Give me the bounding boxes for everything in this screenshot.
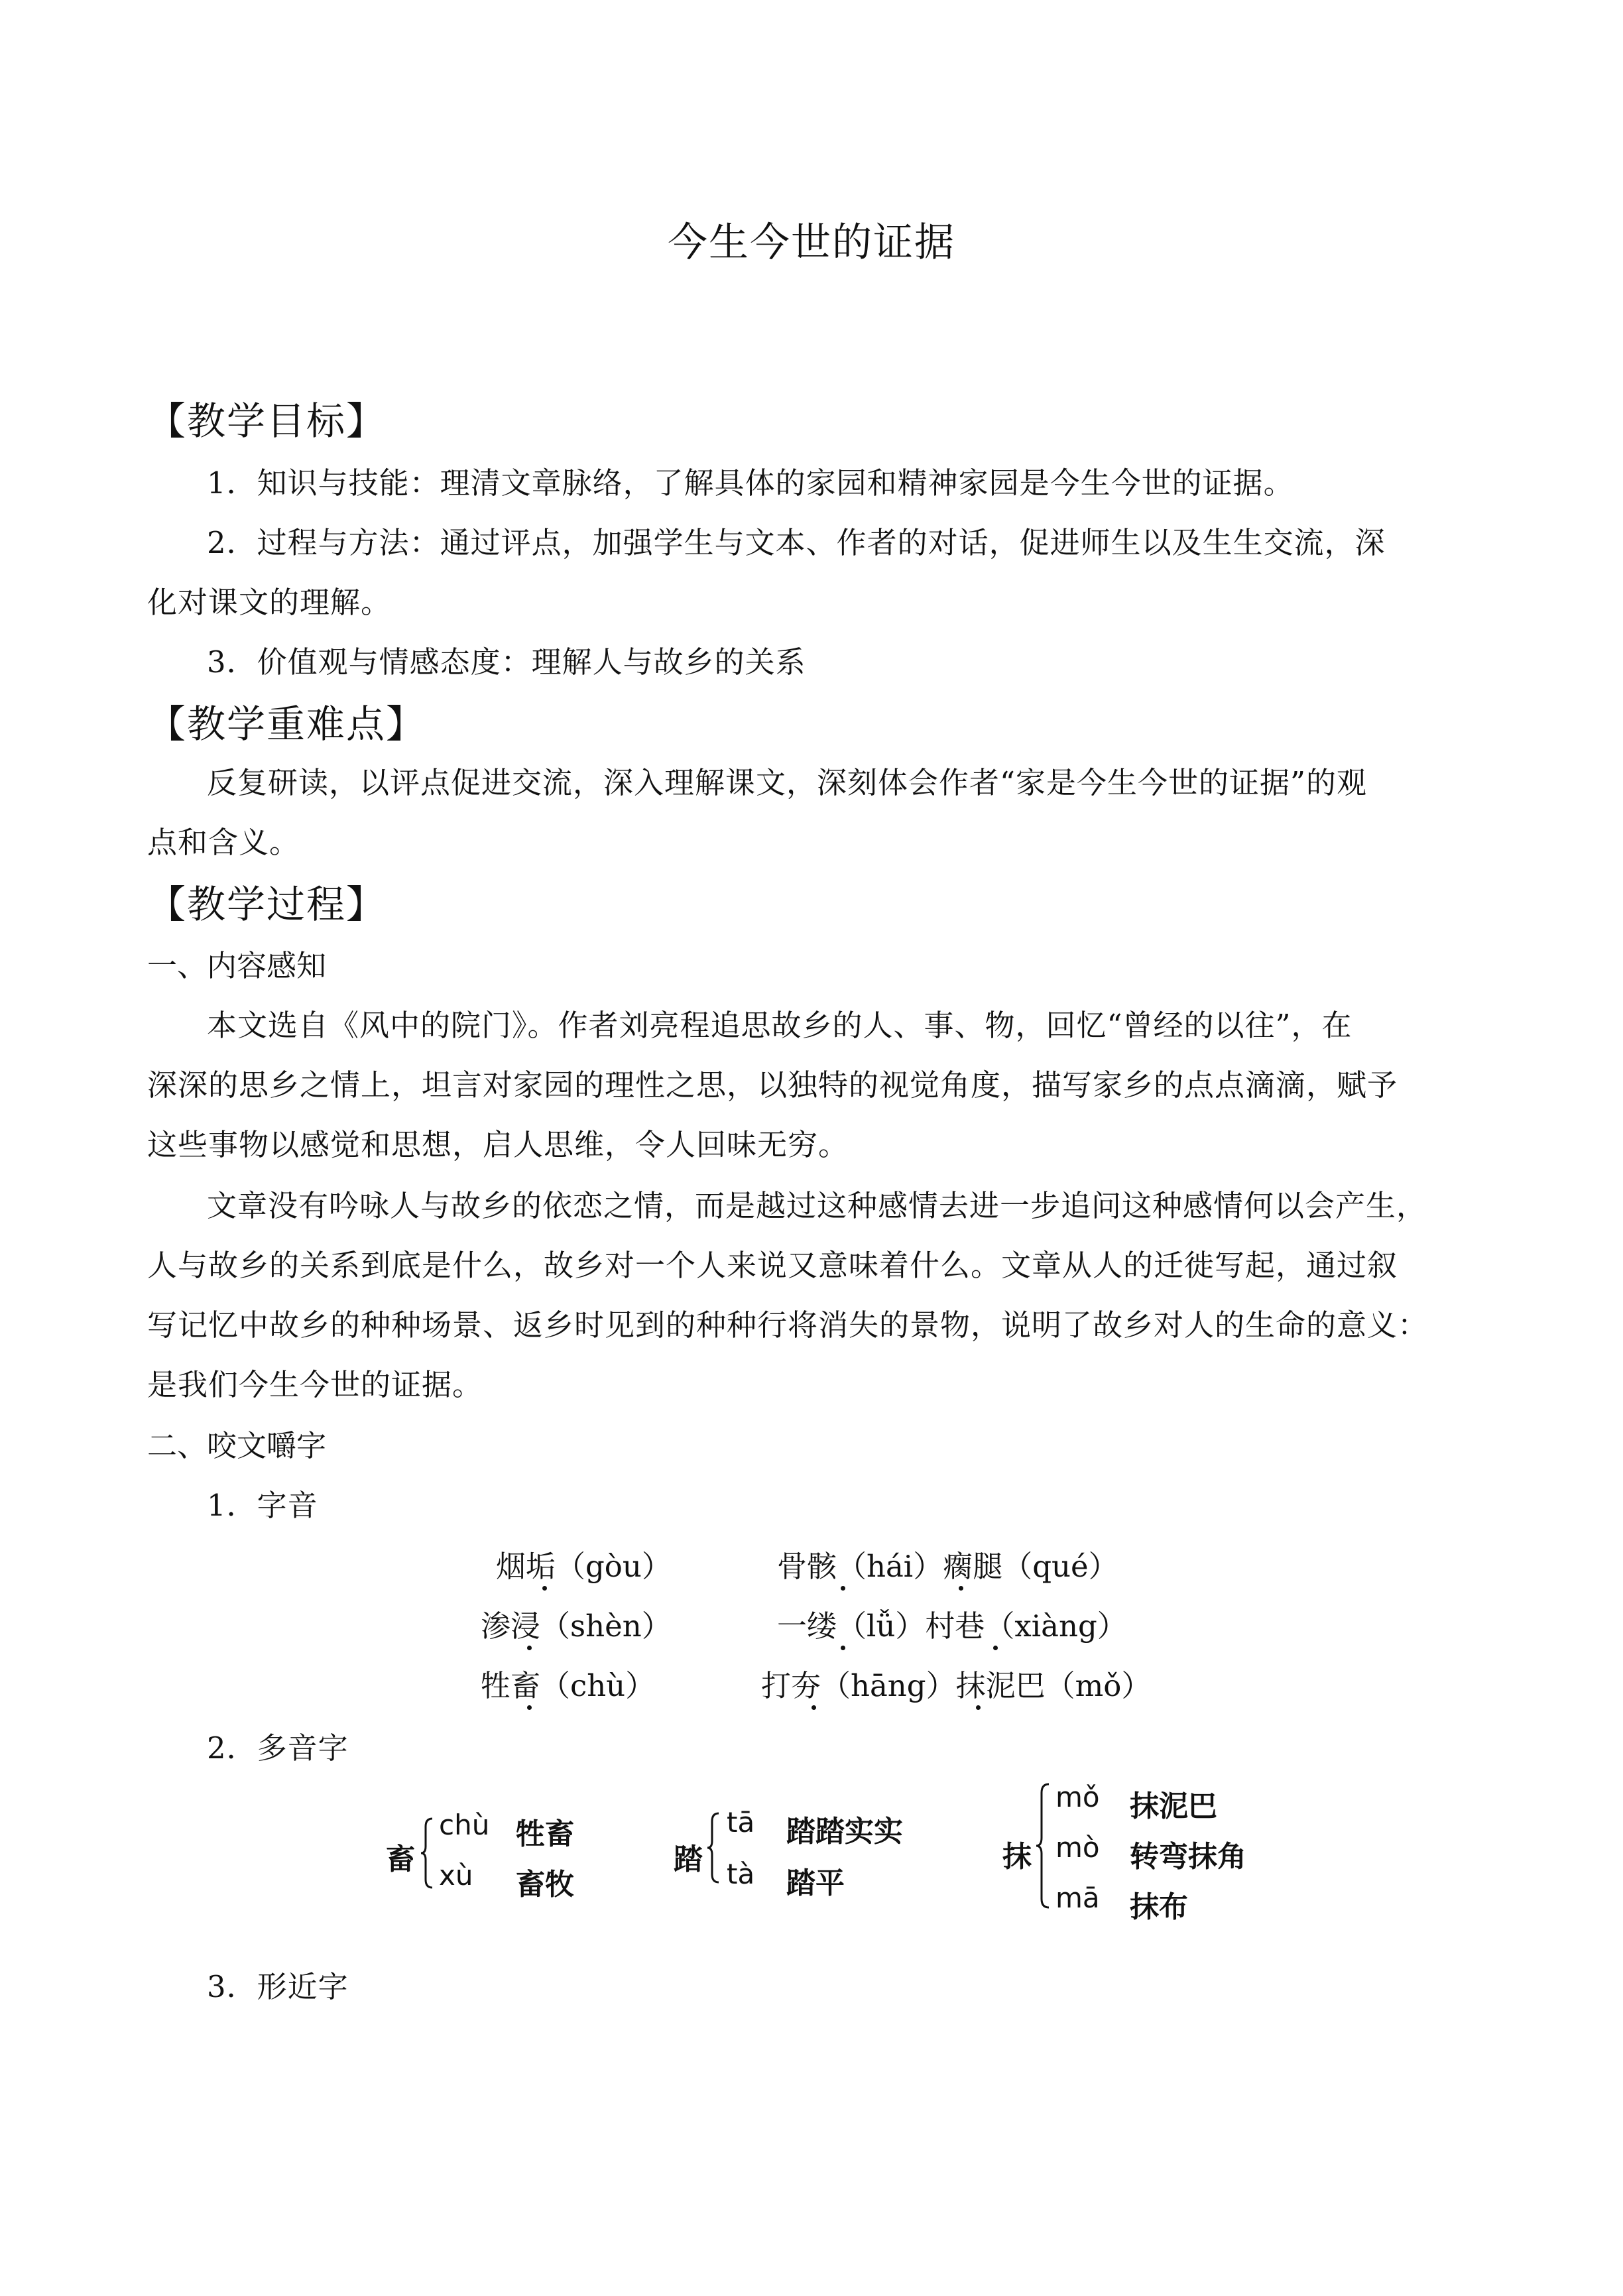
goal-item-1: 1．知识与技能：理清文章脉络，了解具体的家园和精神家园是今生今世的证据。 [207,465,1294,501]
section-1-title: 一、内容感知 [147,948,327,983]
keypoints-heading: 【教学重难点】 [147,701,426,747]
section-2-title: 二、咬文嚼字 [147,1428,327,1463]
polyphone-word: 踏踏实实 [786,1815,903,1848]
reading-item: 渗浸（shèn） [481,1608,672,1644]
section-1-para-2-line-1: 文章没有吟咏人与故乡的依恋之情，而是越过这种感情去进一步追问这种感情何以会产生， [207,1188,1427,1223]
polyphone-word: 牲畜 [516,1817,574,1851]
polyphone-word: 抹布 [1130,1890,1188,1924]
emphasis-dot [527,1646,532,1650]
reading-item: 烟垢（gòu） [496,1549,672,1584]
section-1-para-1-line-1: 本文选自《风中的院门》。作者刘亮程追思故乡的人、事、物，回忆“曾经的以往”，在 [207,1008,1352,1043]
reading-item: 牲畜（chù） [481,1668,656,1703]
emphasis-dot [542,1586,547,1591]
polyphone-word: 畜牧 [516,1868,574,1902]
subsection-polyphones: 2．多音字 [207,1730,349,1766]
polyphone-pinyin: chù [439,1809,490,1841]
emphasis-dot [993,1646,998,1650]
emphasis-dot [841,1586,845,1591]
goal-item-2-line-1: 2．过程与方法：通过评点，加强学生与文本、作者的对话，促进师生以及生生交流，深 [207,525,1386,560]
section-1-para-2-line-4: 是我们今生今世的证据。 [147,1367,483,1402]
emphasis-dot [976,1705,981,1710]
polyphone-pinyin: mǒ [1055,1781,1100,1813]
polyphone-pinyin: tā [727,1806,755,1839]
section-1-para-2-line-3: 写记忆中故乡的种种场景、返乡时见到的种种行将消失的景物，说明了故乡对人的生命的意义： [147,1307,1429,1343]
section-1-para-1-line-3: 这些事物以感觉和思想，启人思维，令人回味无穷。 [147,1127,849,1162]
polyphone-word: 转弯抹角 [1130,1840,1246,1874]
page-title: 今生今世的证据 [668,219,955,266]
reading-item: 打夯（hāng）抹泥巴（mǒ） [761,1668,1152,1703]
polyphone-pinyin: xù [439,1859,473,1892]
polyphone-pinyin: mò [1055,1831,1100,1864]
polyphone-char: 抹 [1002,1840,1032,1874]
polyphone-pinyin: mā [1055,1882,1100,1914]
emphasis-dot [812,1705,816,1710]
polyphone-word: 抹泥巴 [1130,1789,1217,1823]
goals-heading: 【教学目标】 [147,398,387,444]
polyphone-pinyin: tà [727,1858,755,1890]
polyphone-word: 踏平 [786,1866,845,1900]
goal-item-3: 3．价值观与情感态度：理解人与故乡的关系 [207,644,806,680]
emphasis-dot [527,1705,532,1710]
polyphone-char: 畜 [386,1843,415,1876]
section-1-para-2-line-2: 人与故乡的关系到底是什么，故乡对一个人来说又意味着什么。文章从人的迁徙写起，通过叙 [147,1248,1398,1283]
reading-item: 骨骸（hái）瘸腿（qué） [777,1549,1118,1584]
polyphone-char: 踏 [674,1843,703,1876]
goal-item-2-line-2: 化对课文的理解。 [147,585,392,620]
emphasis-dot [841,1646,845,1650]
subsection-pronunciation: 1．字音 [207,1488,318,1523]
section-1-para-1-line-2: 深深的思乡之情上，坦言对家园的理性之思，以独特的视觉角度，描写家乡的点点滴滴，赋予 [147,1067,1398,1103]
keypoints-line-1: 反复研读，以评点促进交流，深入理解课文，深刻体会作者“家是今生今世的证据”的观 [207,765,1368,800]
brace-icon [705,1811,721,1884]
subsection-similar-characters: 3．形近字 [207,1969,349,2004]
emphasis-dot [959,1586,963,1591]
process-heading: 【教学过程】 [147,882,387,927]
keypoints-line-2: 点和含义。 [147,825,300,860]
reading-item: 一缕（lǚ）村巷（xiàng） [777,1608,1127,1644]
brace-icon [1034,1782,1052,1909]
brace-icon [419,1817,435,1890]
